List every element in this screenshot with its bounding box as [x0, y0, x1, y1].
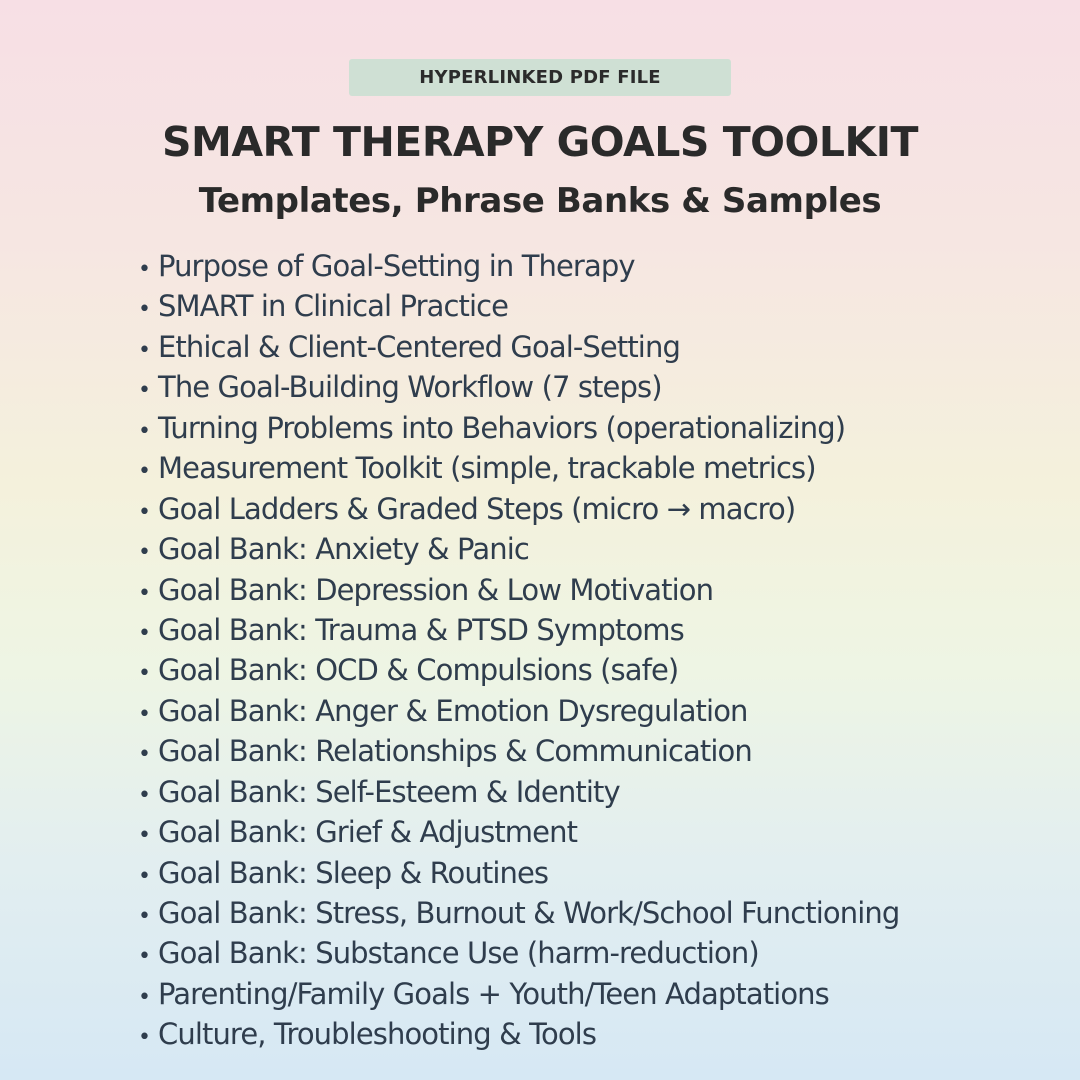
bullet-icon: • — [138, 459, 151, 485]
list-item-text: Goal Bank: Relationships & Communication — [158, 734, 752, 769]
list-item — [138, 853, 899, 893]
list-item — [138, 286, 899, 326]
bullet-icon: • — [138, 297, 151, 323]
bullet-icon: • — [138, 661, 151, 687]
list-item — [138, 812, 899, 852]
list-item — [138, 570, 899, 610]
bullet-icon: • — [138, 540, 151, 566]
list-item — [138, 529, 899, 569]
list-item-text: Goal Bank: Anger & Emotion Dysregulation — [158, 693, 748, 728]
list-item-text: Goal Ladders & Graded Steps (micro → macro) — [158, 491, 796, 526]
badge-label: HYPERLINKED PDF FILE — [419, 67, 661, 88]
list-item-text: Goal Bank: Sleep & Routines — [158, 855, 549, 890]
list-item-text: Parenting/Family Goals + Youth/Teen Adaptations — [158, 976, 829, 1011]
list-item — [138, 650, 899, 690]
page-title: SMART THERAPY GOALS TOOLKIT — [162, 118, 918, 166]
list-item — [138, 1014, 899, 1054]
list-item — [138, 448, 899, 488]
bullet-icon: • — [138, 782, 151, 808]
list-item — [138, 893, 899, 933]
list-item-text: The Goal-Building Workflow (7 steps) — [158, 370, 662, 405]
list-item-text: Purpose of Goal-Setting in Therapy — [158, 249, 635, 283]
bullet-icon: • — [138, 620, 151, 646]
bullet-icon: • — [138, 984, 151, 1010]
list-item — [138, 408, 899, 448]
list-item — [138, 974, 899, 1014]
pdf-badge — [349, 59, 731, 96]
page-subtitle: Templates, Phrase Banks & Samples — [198, 181, 882, 221]
bullet-icon: • — [138, 944, 151, 970]
bullet-icon: • — [138, 337, 151, 363]
list-item — [138, 772, 899, 812]
list-item — [138, 246, 899, 286]
list-item-text: Culture, Troubleshooting & Tools — [158, 1017, 597, 1052]
list-item-text: Turning Problems into Behaviors (operationalizing) — [158, 410, 846, 445]
list-item-text: Ethical & Client-Centered Goal-Setting — [158, 329, 680, 364]
bullet-icon: • — [138, 904, 151, 929]
list-item-text: Goal Bank: Depression & Low Motivation — [158, 572, 714, 607]
bullet-icon: • — [138, 823, 151, 849]
list-item-text: Goal Bank: Trauma & PTSD Symptoms — [158, 612, 684, 647]
bullet-icon: • — [138, 378, 151, 404]
bullet-icon: • — [138, 580, 151, 606]
topic-list — [138, 246, 899, 1055]
bullet-icon: • — [138, 863, 151, 889]
bullet-icon: • — [138, 701, 151, 727]
list-item — [138, 731, 899, 771]
list-item — [138, 327, 899, 367]
bullet-icon: • — [138, 418, 151, 444]
bullet-icon: • — [138, 742, 151, 768]
list-item-text: Goal Bank: Anxiety & Panic — [158, 532, 529, 567]
list-item — [138, 367, 899, 407]
list-item-text: Goal Bank: Self-Esteem & Identity — [158, 774, 620, 809]
list-item-text: SMART in Clinical Practice — [158, 289, 509, 324]
list-item — [138, 933, 899, 973]
list-item-text: Goal Bank: Stress, Burnout & Work/School Functioning — [158, 896, 900, 930]
list-item — [138, 691, 899, 731]
bullet-icon: • — [138, 499, 151, 525]
list-item — [138, 489, 899, 529]
list-item-text: Goal Bank: Grief & Adjustment — [158, 815, 578, 850]
list-item-text: Goal Bank: OCD & Compulsions (safe) — [158, 653, 679, 688]
bullet-icon: • — [138, 1025, 151, 1051]
list-item-text: Measurement Toolkit (simple, trackable metrics) — [158, 451, 816, 486]
bullet-icon: • — [138, 257, 151, 282]
list-item-text: Goal Bank: Substance Use (harm-reduction) — [158, 936, 759, 971]
list-item — [138, 610, 899, 650]
